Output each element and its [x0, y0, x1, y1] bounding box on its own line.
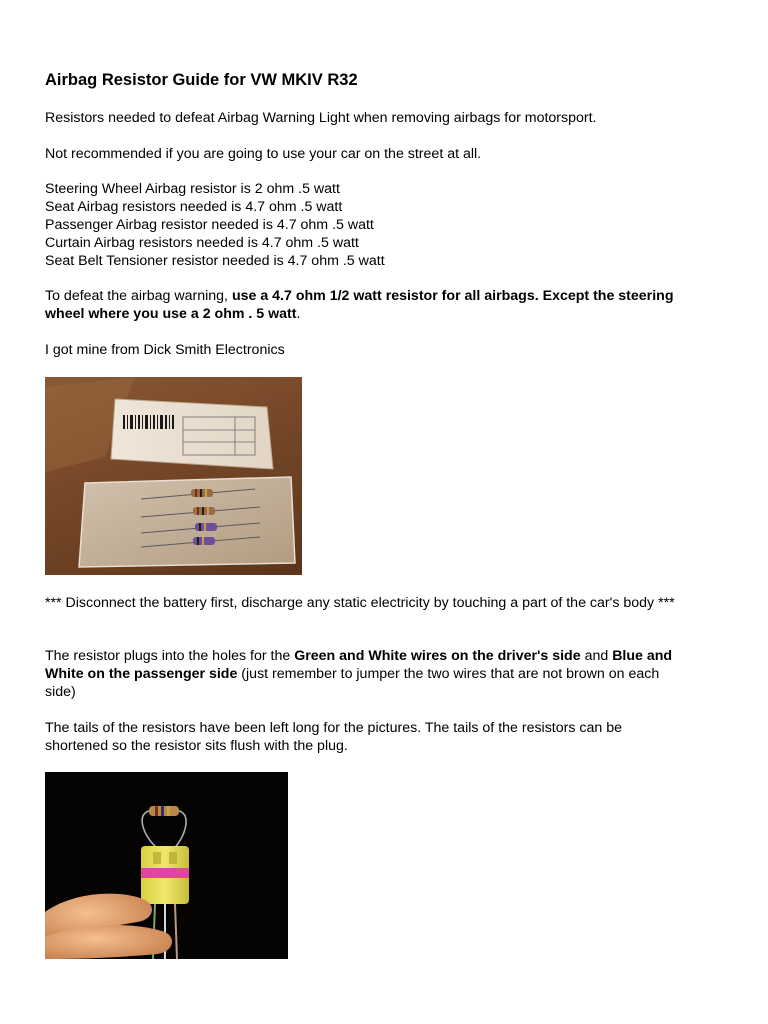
warning-paragraph: Not recommended if you are going to use your car on the street at all. — [45, 146, 482, 162]
plug-paragraph — [45, 647, 685, 701]
tails-paragraph: The tails of the resistors have been left long for the pictures. The tails of the resistors can be shortened so the resistor sits flush with the plug. — [45, 720, 622, 754]
plug-bold-1: Green and White wires on the driver's side — [294, 648, 581, 664]
photo1-illustration — [45, 377, 302, 575]
defeat-suffix: . — [296, 306, 301, 322]
battery-note-paragraph: *** Disconnect the battery first, discharge any static electricity by touching a part of the car's body *** — [45, 595, 675, 611]
photo2-illustration — [45, 772, 288, 959]
source-paragraph: I got mine from Dick Smith Electronics — [45, 342, 285, 358]
intro-paragraph: Resistors needed to defeat Airbag Warning Light when removing airbags for motorsport. — [45, 110, 597, 126]
list-item: Steering Wheel Airbag resistor is 2 ohm .5 watt — [45, 181, 340, 197]
defeat-prefix: To defeat the airbag warning, — [45, 288, 232, 304]
defeat-bold: use a 4.7 ohm 1/2 watt resistor for all airbags. Except the steering wheel where you use a 2 ohm . 5 watt — [45, 288, 674, 322]
plug-text-2: and — [580, 648, 613, 664]
plug-text-1: The resistor plugs into the holes for the — [45, 648, 295, 664]
resistors-packaging-photo — [45, 377, 302, 575]
plug-text-3: (just remember to jumper the two wires that are not brown on each side) — [45, 666, 660, 700]
resistor-list — [45, 180, 685, 270]
page-title: Airbag Resistor Guide for VW MKIV R32 — [45, 71, 358, 89]
defeat-paragraph — [45, 287, 685, 323]
list-item: Passenger Airbag resistor needed is 4.7 ohm .5 watt — [45, 217, 374, 233]
list-item: Curtain Airbag resistors needed is 4.7 ohm .5 watt — [45, 235, 359, 251]
connector-plug-photo — [45, 772, 288, 959]
plug-bold-2: Blue and White on the passenger side — [45, 648, 673, 682]
list-item: Seat Airbag resistors needed is 4.7 ohm .5 watt — [45, 199, 343, 215]
list-item: Seat Belt Tensioner resistor needed is 4.7 ohm .5 watt — [45, 253, 385, 269]
